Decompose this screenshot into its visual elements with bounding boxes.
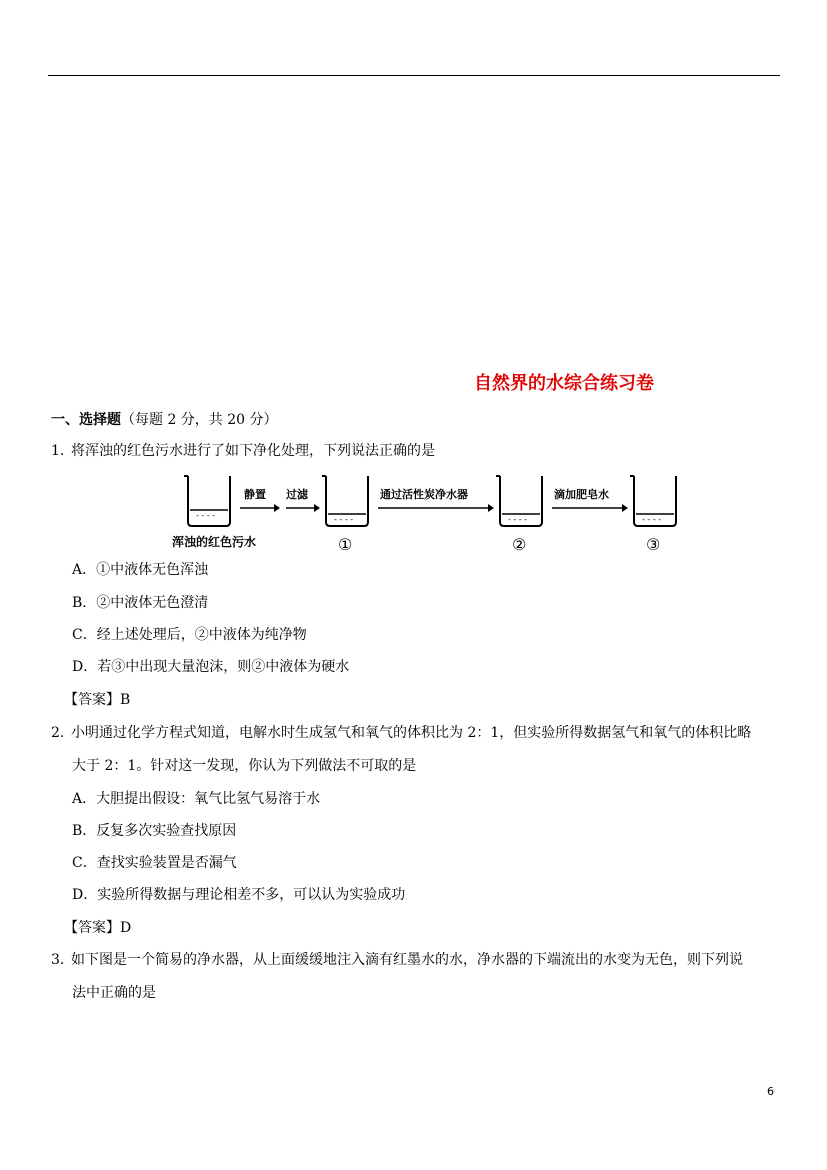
svg-text:- - - -: - - - - [508, 515, 528, 524]
section-heading [51, 411, 278, 429]
beaker-3-label: ③ [646, 535, 661, 554]
q2-option-d: D．实验所得数据与理论相差不多，可以认为实验成功 [72, 887, 406, 903]
step-label-filter: 过滤 [286, 488, 308, 501]
beaker-2-label: ② [512, 535, 527, 554]
q2-option-a: A．大胆提出假设：氧气比氢气易溶于水 [72, 791, 321, 807]
q2-option-c: C．查找实验装置是否漏气 [72, 855, 237, 871]
section-heading-label: 一、选择题 [51, 412, 121, 428]
q1-option-c: C．经上述处理后，②中液体为纯净物 [72, 627, 307, 643]
purification-process-diagram [170, 472, 690, 558]
svg-text:- - - -: - - - - [196, 511, 216, 520]
q1-option-b: B．②中液体无色澄清 [72, 595, 209, 611]
beaker-1-label: ① [338, 535, 353, 554]
beaker-2 [496, 476, 542, 526]
step-label-activated-carbon: 通过活性炭净水器 [380, 488, 468, 501]
question-3-stem-cont: 法中正确的是 [72, 985, 156, 1001]
page-title: 自然界的水综合练习卷 [474, 373, 654, 394]
step-label-soap-water: 滴加肥皂水 [554, 488, 609, 501]
section-heading-note: （每题 2 分，共 20 分） [121, 412, 278, 428]
q2-answer: 【答案】D [64, 920, 132, 936]
question-3-stem: 3. 如下图是一个简易的净水器，从上面缓缓地注入滴有红墨水的水，净水器的下端流出的水变为无色，则下列说 [51, 952, 743, 968]
header-rule [48, 75, 780, 76]
q1-option-d: D．若③中出现大量泡沫，则②中液体为硬水 [72, 659, 350, 675]
question-1-stem: 1. 将浑浊的红色污水进行了如下净化处理，下列说法正确的是 [51, 443, 435, 459]
beaker-3 [630, 476, 676, 526]
question-2-stem: 2. 小明通过化学方程式知道，电解水时生成氢气和氧气的体积比为 2：1，但实验所得数据氢气和氧气的体积比略 [51, 725, 752, 741]
q2-option-b: B．反复多次实验查找原因 [72, 823, 237, 839]
step-label-settle: 静置 [244, 488, 266, 501]
question-2-stem-cont: 大于 2：1。针对这一发现，你认为下列做法不可取的是 [72, 758, 417, 774]
q1-option-a: A．①中液体无色浑浊 [72, 562, 209, 578]
beaker-start-caption: 浑浊的红色污水 [172, 535, 257, 549]
svg-text:- - - -: - - - - [334, 515, 354, 524]
beaker-1 [322, 476, 368, 526]
svg-text:- - - -: - - - - [642, 515, 662, 524]
q1-answer: 【答案】B [64, 692, 131, 708]
page-number: 6 [767, 1085, 774, 1098]
beaker-start [184, 476, 230, 526]
